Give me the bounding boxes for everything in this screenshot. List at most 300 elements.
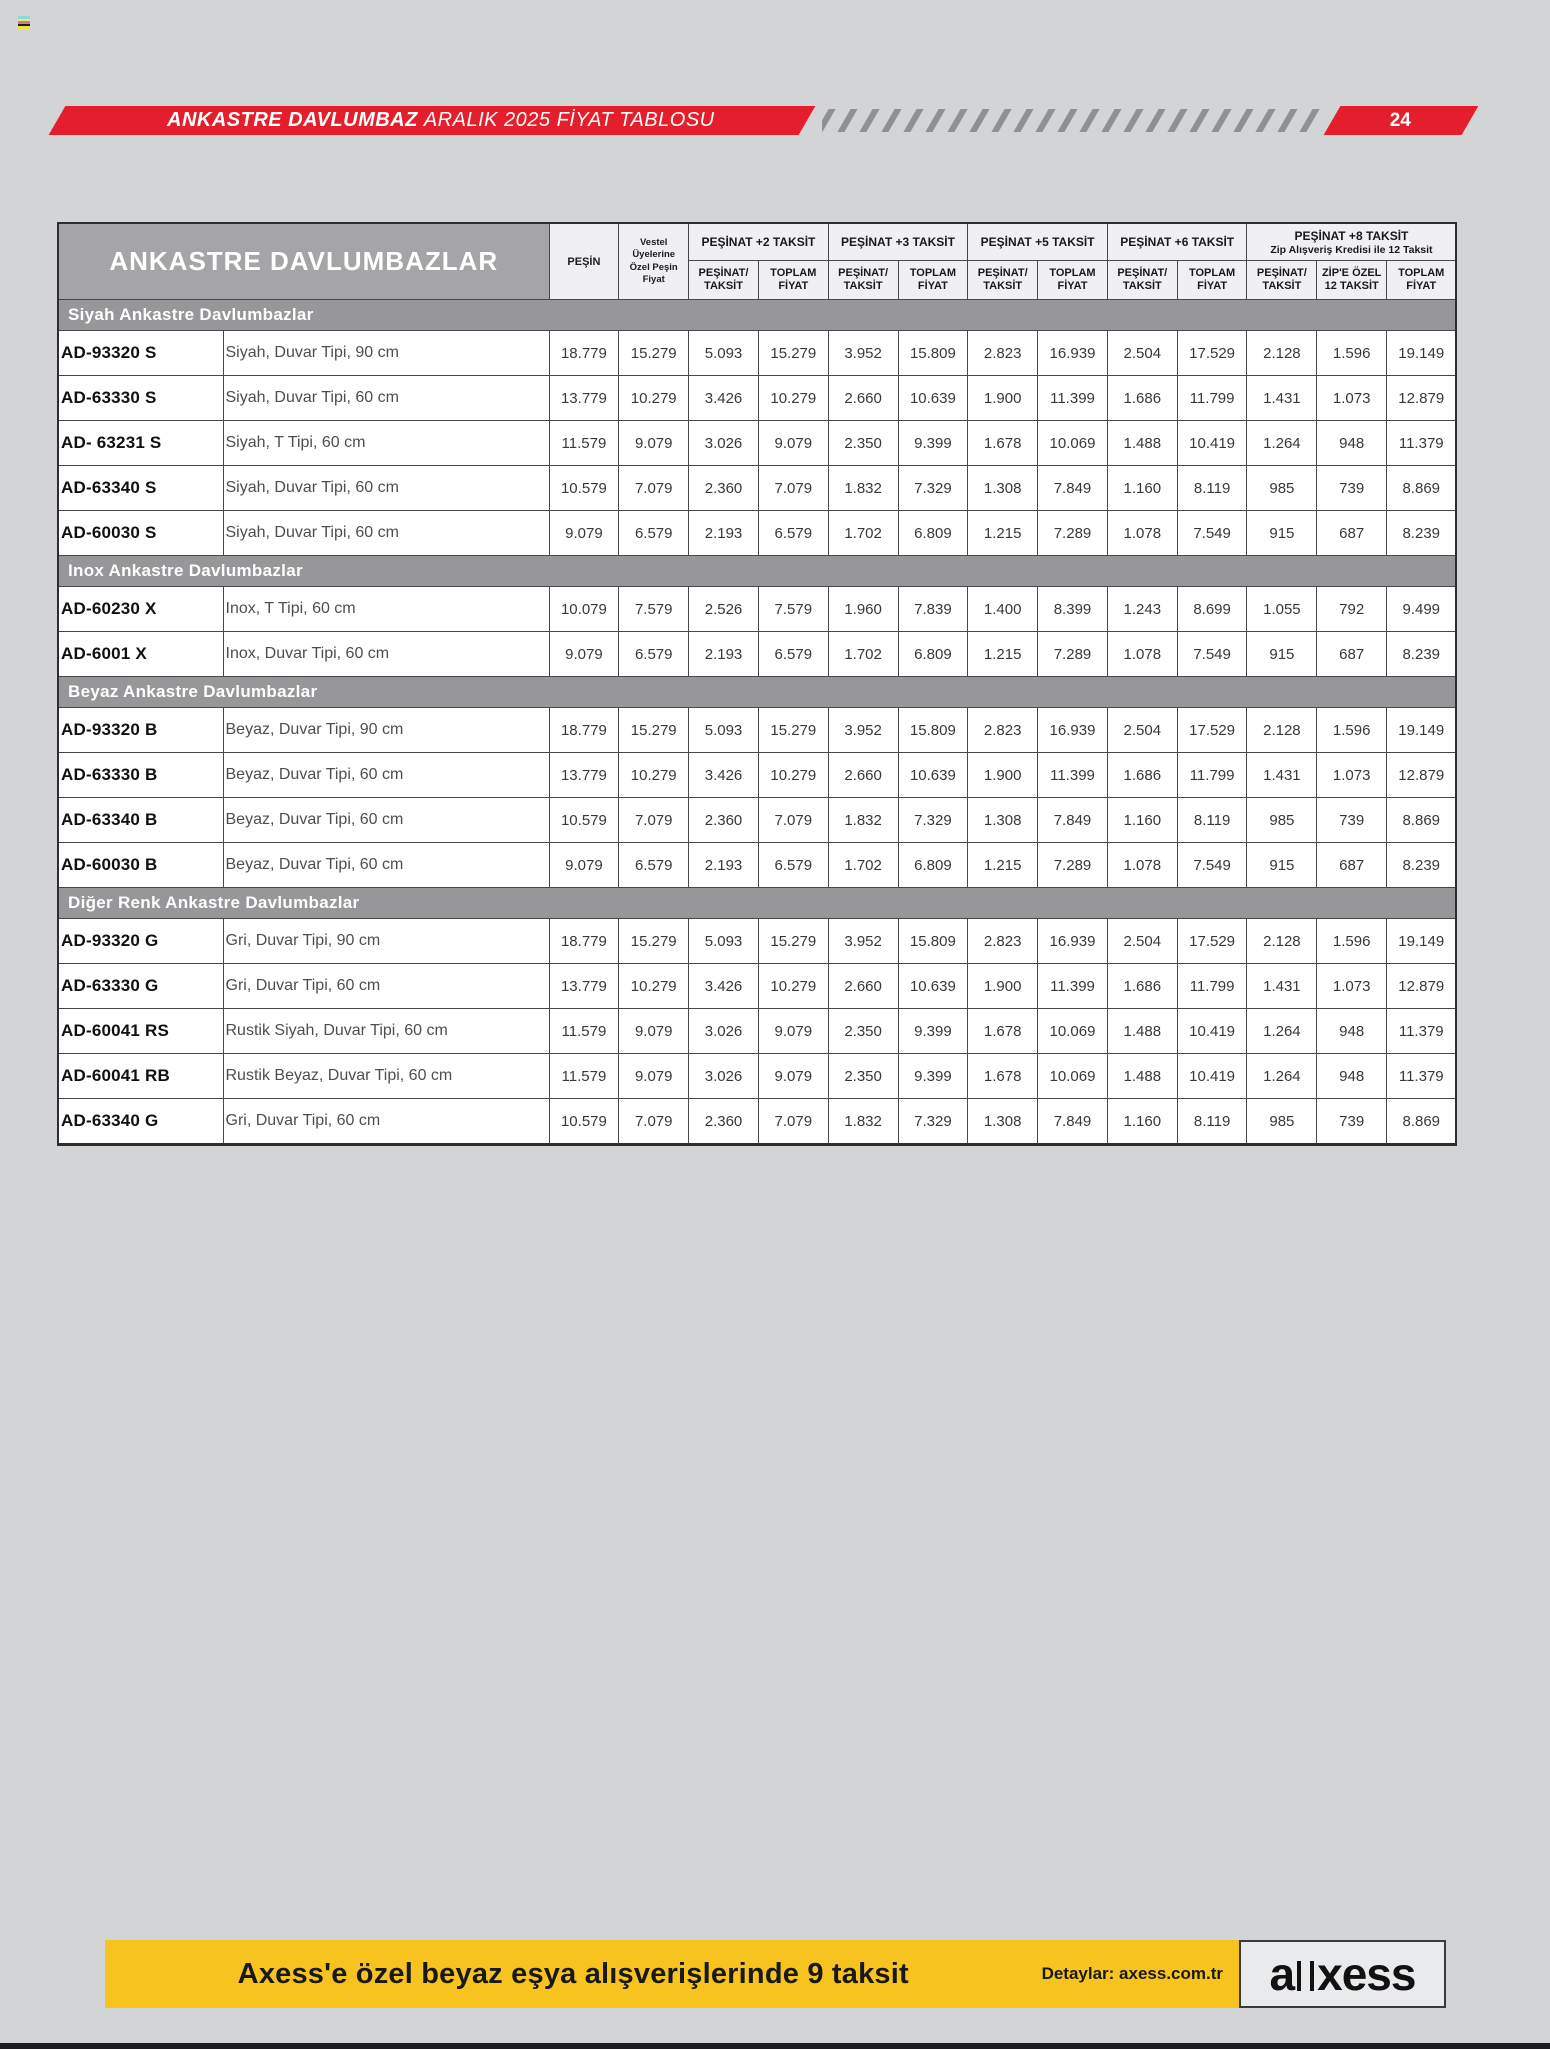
- price-value: 9.079: [758, 421, 828, 466]
- axess-logo-suffix: xess: [1317, 1948, 1416, 2000]
- price-value: 2.128: [1247, 708, 1317, 753]
- price-value: 1.073: [1317, 753, 1387, 798]
- price-value: 7.079: [619, 466, 689, 511]
- product-code: AD-60030 S: [58, 511, 223, 556]
- price-value: 10.069: [1038, 1054, 1108, 1099]
- price-value: 10.279: [619, 376, 689, 421]
- price-value: 10.579: [549, 1099, 619, 1145]
- member-price-column-header: Vestel Üyelerine Özel Peşin Fiyat: [619, 223, 689, 300]
- price-value: 1.055: [1247, 587, 1317, 632]
- price-value: 10.279: [619, 753, 689, 798]
- price-value: 7.329: [898, 466, 968, 511]
- price-value: 8.119: [1177, 798, 1247, 843]
- price-value: 1.073: [1317, 964, 1387, 1009]
- price-value: 10.279: [758, 376, 828, 421]
- price-value: 739: [1317, 466, 1387, 511]
- price-value: 1.078: [1107, 632, 1177, 677]
- installment-group-header: [828, 223, 968, 261]
- sub-column-header: PEŞİNAT/ TAKSİT: [1247, 261, 1317, 300]
- price-value: 1.431: [1247, 964, 1317, 1009]
- price-value: 2.193: [689, 511, 759, 556]
- price-value: 13.779: [549, 964, 619, 1009]
- price-value: 12.879: [1387, 964, 1457, 1009]
- price-value: 5.093: [689, 331, 759, 376]
- price-value: 3.952: [828, 331, 898, 376]
- price-value: 8.239: [1387, 843, 1457, 888]
- sub-column-header: PEŞİNAT/ TAKSİT: [1107, 261, 1177, 300]
- price-value: 1.832: [828, 1099, 898, 1145]
- installment-group-label: PEŞİNAT +8 TAKSİT: [1294, 228, 1409, 243]
- cash-column-header: PEŞİN: [549, 223, 619, 300]
- price-value: 1.160: [1107, 1099, 1177, 1145]
- price-value: 1.215: [968, 632, 1038, 677]
- installment-group-header: [689, 223, 829, 261]
- installment-group-label: PEŞİNAT +3 TAKSİT: [841, 235, 955, 249]
- price-value: 11.399: [1038, 376, 1108, 421]
- price-value: 15.279: [758, 331, 828, 376]
- price-value: 2.660: [828, 753, 898, 798]
- product-code: AD-63340 B: [58, 798, 223, 843]
- price-value: 3.426: [689, 376, 759, 421]
- price-value: 7.289: [1038, 632, 1108, 677]
- price-value: 2.350: [828, 421, 898, 466]
- product-description: Beyaz, Duvar Tipi, 60 cm: [223, 798, 549, 843]
- slash-stripe: [881, 109, 901, 132]
- product-row: [58, 843, 1456, 888]
- price-value: 8.119: [1177, 466, 1247, 511]
- price-value: 7.289: [1038, 843, 1108, 888]
- product-description: Siyah, Duvar Tipi, 60 cm: [223, 466, 549, 511]
- price-value: 739: [1317, 1099, 1387, 1145]
- price-value: 2.350: [828, 1009, 898, 1054]
- product-description: Beyaz, Duvar Tipi, 60 cm: [223, 753, 549, 798]
- price-value: 18.779: [549, 331, 619, 376]
- price-value: 1.488: [1107, 1054, 1177, 1099]
- slash-stripe: [1189, 109, 1209, 132]
- price-value: 687: [1317, 632, 1387, 677]
- price-value: 2.360: [689, 798, 759, 843]
- sub-column-header: TOPLAM FİYAT: [1387, 261, 1457, 300]
- price-value: 8.869: [1387, 466, 1457, 511]
- price-value: 2.504: [1107, 919, 1177, 964]
- color-stripe: [18, 26, 30, 29]
- price-value: 11.799: [1177, 964, 1247, 1009]
- price-table: [57, 222, 1457, 1146]
- price-value: 11.799: [1177, 753, 1247, 798]
- page-number-badge: [1324, 106, 1479, 135]
- price-value: 2.504: [1107, 708, 1177, 753]
- price-value: 1.678: [968, 421, 1038, 466]
- price-value: 10.579: [549, 466, 619, 511]
- price-value: 8.239: [1387, 511, 1457, 556]
- price-value: 19.149: [1387, 708, 1457, 753]
- price-value: 11.399: [1038, 753, 1108, 798]
- price-value: 7.079: [619, 1099, 689, 1145]
- slash-stripe: [903, 109, 923, 132]
- price-value: 2.360: [689, 466, 759, 511]
- price-value: 792: [1317, 587, 1387, 632]
- price-value: 3.952: [828, 919, 898, 964]
- price-value: 2.823: [968, 919, 1038, 964]
- product-row: [58, 1009, 1456, 1054]
- price-value: 15.809: [898, 919, 968, 964]
- price-value: 3.026: [689, 421, 759, 466]
- slash-stripe: [1255, 109, 1275, 132]
- axess-logo-box: [1239, 1940, 1446, 2008]
- price-value: 10.279: [758, 964, 828, 1009]
- price-value: 2.526: [689, 587, 759, 632]
- price-value: 9.079: [758, 1009, 828, 1054]
- price-value: 1.900: [968, 376, 1038, 421]
- price-value: 10.069: [1038, 421, 1108, 466]
- price-value: 6.579: [758, 843, 828, 888]
- axess-logo: [1269, 1948, 1416, 2000]
- price-value: 2.660: [828, 376, 898, 421]
- title-ribbon: [49, 106, 816, 135]
- price-value: 1.596: [1317, 708, 1387, 753]
- product-row: [58, 466, 1456, 511]
- slash-stripe: [1233, 109, 1253, 132]
- price-value: 948: [1317, 1054, 1387, 1099]
- product-row: [58, 964, 1456, 1009]
- price-value: 10.639: [898, 964, 968, 1009]
- slash-stripe: [1057, 109, 1077, 132]
- price-value: 985: [1247, 466, 1317, 511]
- product-row: [58, 632, 1456, 677]
- price-value: 15.279: [758, 919, 828, 964]
- product-code: AD-63340 S: [58, 466, 223, 511]
- slash-stripe: [837, 109, 857, 132]
- installment-group-header: [968, 223, 1108, 261]
- price-value: 3.426: [689, 753, 759, 798]
- product-row: [58, 421, 1456, 466]
- product-description: Siyah, Duvar Tipi, 60 cm: [223, 511, 549, 556]
- price-value: 1.488: [1107, 1009, 1177, 1054]
- axess-promo-banner: [105, 1940, 1239, 2008]
- price-value: 2.128: [1247, 919, 1317, 964]
- price-value: 7.079: [758, 1099, 828, 1145]
- price-value: 1.900: [968, 753, 1038, 798]
- price-value: 1.078: [1107, 843, 1177, 888]
- price-value: 11.799: [1177, 376, 1247, 421]
- price-value: 7.549: [1177, 632, 1247, 677]
- price-value: 5.093: [689, 919, 759, 964]
- price-value: 18.779: [549, 919, 619, 964]
- price-value: 7.329: [898, 798, 968, 843]
- section-header: Siyah Ankastre Davlumbazlar: [58, 300, 1456, 331]
- price-value: 15.809: [898, 708, 968, 753]
- slash-stripe: [947, 109, 967, 132]
- sub-column-header: ZİP'E ÖZEL 12 TAKSİT: [1317, 261, 1387, 300]
- price-value: 1.264: [1247, 1009, 1317, 1054]
- promo-details-link: Detaylar: axess.com.tr: [1041, 1964, 1223, 1983]
- product-description: Inox, T Tipi, 60 cm: [223, 587, 549, 632]
- promo-text: Axess'e özel beyaz eşya alışverişlerinde 9 taksit: [237, 1957, 909, 1990]
- price-value: 7.079: [619, 798, 689, 843]
- product-code: AD-63330 B: [58, 753, 223, 798]
- slash-stripe: [991, 109, 1011, 132]
- slash-stripe: [925, 109, 945, 132]
- price-value: 9.079: [549, 511, 619, 556]
- price-value: 1.215: [968, 843, 1038, 888]
- price-value: 1.243: [1107, 587, 1177, 632]
- product-description: Rustik Beyaz, Duvar Tipi, 60 cm: [223, 1054, 549, 1099]
- product-code: AD-6001 X: [58, 632, 223, 677]
- sub-column-header: PEŞİNAT/ TAKSİT: [689, 261, 759, 300]
- slash-stripe: [1035, 109, 1055, 132]
- price-value: 1.160: [1107, 798, 1177, 843]
- price-value: 12.879: [1387, 753, 1457, 798]
- price-value: 1.596: [1317, 919, 1387, 964]
- price-value: 6.809: [898, 511, 968, 556]
- price-value: 2.360: [689, 1099, 759, 1145]
- price-value: 3.952: [828, 708, 898, 753]
- price-value: 739: [1317, 798, 1387, 843]
- price-value: 19.149: [1387, 331, 1457, 376]
- price-value: 17.529: [1177, 331, 1247, 376]
- price-value: 3.026: [689, 1054, 759, 1099]
- price-value: 12.879: [1387, 376, 1457, 421]
- product-description: Siyah, T Tipi, 60 cm: [223, 421, 549, 466]
- product-row: [58, 511, 1456, 556]
- price-value: 7.549: [1177, 843, 1247, 888]
- price-value: 7.579: [619, 587, 689, 632]
- product-code: AD-63330 G: [58, 964, 223, 1009]
- price-value: 1.073: [1317, 376, 1387, 421]
- price-value: 7.329: [898, 1099, 968, 1145]
- price-value: 10.639: [898, 753, 968, 798]
- slash-stripe: [1211, 109, 1231, 132]
- price-value: 985: [1247, 1099, 1317, 1145]
- price-value: 1.308: [968, 1099, 1038, 1145]
- slash-stripe: [1167, 109, 1187, 132]
- price-value: 7.579: [758, 587, 828, 632]
- price-value: 8.869: [1387, 798, 1457, 843]
- product-description: Inox, Duvar Tipi, 60 cm: [223, 632, 549, 677]
- price-value: 17.529: [1177, 919, 1247, 964]
- page-header: [0, 106, 1550, 135]
- slash-stripe: [1321, 109, 1322, 132]
- price-value: 1.686: [1107, 753, 1177, 798]
- price-value: 8.239: [1387, 632, 1457, 677]
- price-value: 687: [1317, 843, 1387, 888]
- price-value: 1.702: [828, 511, 898, 556]
- price-value: 1.702: [828, 632, 898, 677]
- product-row: [58, 331, 1456, 376]
- price-value: 1.264: [1247, 1054, 1317, 1099]
- price-value: 1.400: [968, 587, 1038, 632]
- price-value: 1.264: [1247, 421, 1317, 466]
- product-description: Beyaz, Duvar Tipi, 60 cm: [223, 843, 549, 888]
- price-value: 1.702: [828, 843, 898, 888]
- sub-column-header: TOPLAM FİYAT: [898, 261, 968, 300]
- product-description: Gri, Duvar Tipi, 60 cm: [223, 964, 549, 1009]
- price-value: 6.579: [619, 843, 689, 888]
- price-value: 1.960: [828, 587, 898, 632]
- diagonal-stripes: [822, 109, 1322, 132]
- price-value: 11.579: [549, 1054, 619, 1099]
- installment-group-label: PEŞİNAT +5 TAKSİT: [980, 235, 1095, 249]
- price-value: 15.279: [619, 919, 689, 964]
- price-value: 16.939: [1038, 708, 1108, 753]
- price-value: 1.431: [1247, 376, 1317, 421]
- product-description: Gri, Duvar Tipi, 90 cm: [223, 919, 549, 964]
- price-value: 9.079: [758, 1054, 828, 1099]
- price-value: 2.660: [828, 964, 898, 1009]
- table-title: ANKASTRE DAVLUMBAZLAR: [58, 223, 549, 300]
- price-value: 2.350: [828, 1054, 898, 1099]
- section-header: Diğer Renk Ankastre Davlumbazlar: [58, 888, 1456, 919]
- slash-stripe: [1123, 109, 1143, 132]
- price-value: 1.431: [1247, 753, 1317, 798]
- installment-group-label: PEŞİNAT +2 TAKSİT: [701, 235, 816, 249]
- price-value: 1.686: [1107, 376, 1177, 421]
- price-value: 6.579: [758, 632, 828, 677]
- installment-group-header: [1107, 223, 1247, 261]
- sub-column-header: PEŞİNAT/ TAKSİT: [968, 261, 1038, 300]
- product-row: [58, 1054, 1456, 1099]
- price-value: 11.579: [549, 421, 619, 466]
- price-value: 2.193: [689, 632, 759, 677]
- price-value: 1.308: [968, 466, 1038, 511]
- price-value: 1.678: [968, 1009, 1038, 1054]
- product-code: AD-60041 RB: [58, 1054, 223, 1099]
- price-value: 15.279: [619, 331, 689, 376]
- product-description: Rustik Siyah, Duvar Tipi, 60 cm: [223, 1009, 549, 1054]
- product-description: Beyaz, Duvar Tipi, 90 cm: [223, 708, 549, 753]
- price-value: 10.419: [1177, 1054, 1247, 1099]
- price-value: 2.823: [968, 708, 1038, 753]
- price-value: 9.079: [619, 1009, 689, 1054]
- product-code: AD-60041 RS: [58, 1009, 223, 1054]
- product-code: AD-60230 X: [58, 587, 223, 632]
- price-value: 6.579: [758, 511, 828, 556]
- price-value: 10.639: [898, 376, 968, 421]
- price-value: 2.128: [1247, 331, 1317, 376]
- price-value: 7.079: [758, 466, 828, 511]
- price-value: 9.399: [898, 1009, 968, 1054]
- price-value: 11.379: [1387, 1009, 1457, 1054]
- product-code: AD-93320 B: [58, 708, 223, 753]
- price-value: 7.839: [898, 587, 968, 632]
- price-value: 16.939: [1038, 919, 1108, 964]
- slash-stripe: [822, 109, 836, 132]
- price-value: 17.529: [1177, 708, 1247, 753]
- price-value: 915: [1247, 843, 1317, 888]
- section-header: Beyaz Ankastre Davlumbazlar: [58, 677, 1456, 708]
- price-value: 1.686: [1107, 964, 1177, 1009]
- page-title: [57, 106, 807, 135]
- page-title-period: ARALIK 2025 FİYAT TABLOSU: [423, 109, 715, 131]
- price-value: 915: [1247, 511, 1317, 556]
- price-value: 8.699: [1177, 587, 1247, 632]
- price-value: 7.549: [1177, 511, 1247, 556]
- price-value: 16.939: [1038, 331, 1108, 376]
- price-value: 7.289: [1038, 511, 1108, 556]
- price-value: 15.279: [619, 708, 689, 753]
- price-value: 6.579: [619, 511, 689, 556]
- price-value: 2.823: [968, 331, 1038, 376]
- product-code: AD-60030 B: [58, 843, 223, 888]
- price-value: 1.678: [968, 1054, 1038, 1099]
- price-value: 2.504: [1107, 331, 1177, 376]
- sub-column-header: PEŞİNAT/ TAKSİT: [828, 261, 898, 300]
- product-row: [58, 587, 1456, 632]
- price-value: 8.399: [1038, 587, 1108, 632]
- price-value: 1.900: [968, 964, 1038, 1009]
- slash-stripe: [1013, 109, 1033, 132]
- installment-group-header: [1247, 223, 1456, 261]
- price-value: 11.399: [1038, 964, 1108, 1009]
- axess-logo-bars-icon: [1297, 1961, 1314, 1991]
- price-value: 9.499: [1387, 587, 1457, 632]
- product-row: [58, 919, 1456, 964]
- price-value: 9.079: [549, 632, 619, 677]
- price-value: 7.079: [758, 798, 828, 843]
- sub-column-header: TOPLAM FİYAT: [1177, 261, 1247, 300]
- price-value: 5.093: [689, 708, 759, 753]
- price-value: 11.379: [1387, 1054, 1457, 1099]
- installment-group-label: PEŞİNAT +6 TAKSİT: [1120, 235, 1235, 249]
- sub-column-header: TOPLAM FİYAT: [1038, 261, 1108, 300]
- product-description: Siyah, Duvar Tipi, 60 cm: [223, 376, 549, 421]
- slash-stripe: [969, 109, 989, 132]
- slash-stripe: [1277, 109, 1297, 132]
- price-value: 985: [1247, 798, 1317, 843]
- price-value: 8.869: [1387, 1099, 1457, 1145]
- price-value: 6.809: [898, 843, 968, 888]
- price-value: 10.419: [1177, 1009, 1247, 1054]
- slash-stripe: [1299, 109, 1319, 132]
- price-value: 1.078: [1107, 511, 1177, 556]
- product-description: Siyah, Duvar Tipi, 90 cm: [223, 331, 549, 376]
- price-value: 915: [1247, 632, 1317, 677]
- price-value: 10.279: [619, 964, 689, 1009]
- price-value: 10.069: [1038, 1009, 1108, 1054]
- price-value: 9.399: [898, 421, 968, 466]
- price-value: 10.579: [549, 798, 619, 843]
- product-code: AD- 63231 S: [58, 421, 223, 466]
- price-value: 9.079: [619, 421, 689, 466]
- price-value: 10.079: [549, 587, 619, 632]
- price-value: 3.026: [689, 1009, 759, 1054]
- price-value: 948: [1317, 1009, 1387, 1054]
- price-value: 948: [1317, 421, 1387, 466]
- product-code: AD-93320 S: [58, 331, 223, 376]
- price-value: 11.579: [549, 1009, 619, 1054]
- price-value: 15.809: [898, 331, 968, 376]
- price-value: 10.279: [758, 753, 828, 798]
- print-color-bar: [18, 16, 30, 29]
- price-value: 3.426: [689, 964, 759, 1009]
- product-code: AD-93320 G: [58, 919, 223, 964]
- price-value: 13.779: [549, 376, 619, 421]
- product-description: Gri, Duvar Tipi, 60 cm: [223, 1099, 549, 1145]
- price-value: 11.379: [1387, 421, 1457, 466]
- product-row: [58, 798, 1456, 843]
- price-value: 1.832: [828, 798, 898, 843]
- price-value: 6.809: [898, 632, 968, 677]
- price-value: 1.308: [968, 798, 1038, 843]
- page-title-product: ANKASTRE DAVLUMBAZ: [167, 109, 418, 131]
- price-value: 1.832: [828, 466, 898, 511]
- slash-stripe: [1079, 109, 1099, 132]
- installment-group-sublabel: Zip Alışveriş Kredisi ile 12 Taksit: [1270, 243, 1433, 256]
- sub-column-header: TOPLAM FİYAT: [758, 261, 828, 300]
- price-value: 1.160: [1107, 466, 1177, 511]
- price-value: 8.119: [1177, 1099, 1247, 1145]
- page-number: 24: [1390, 109, 1412, 131]
